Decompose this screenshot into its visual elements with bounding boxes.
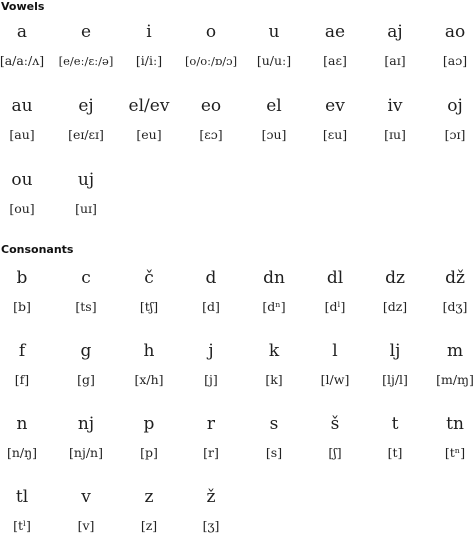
letter: č <box>144 268 154 288</box>
letter: el <box>266 96 282 116</box>
consonant-entry <box>0 414 53 460</box>
consonant-entry <box>364 268 426 314</box>
ipa-transcription: [tⁿ] <box>444 445 466 460</box>
letter: aj <box>387 22 403 42</box>
ipa-transcription: [aɪ] <box>384 53 406 68</box>
letter: uj <box>77 170 95 190</box>
consonant-entry <box>0 268 53 314</box>
ipa-transcription: [z] <box>140 518 158 533</box>
letter: ao <box>444 22 466 42</box>
consonant-entry <box>364 414 426 460</box>
letter: p <box>143 414 155 434</box>
letter: i <box>146 22 152 42</box>
ipa-transcription: [v] <box>77 518 95 533</box>
letter: c <box>81 268 91 288</box>
ipa-transcription: [nj/n] <box>69 445 103 460</box>
ipa-transcription: [dˡ] <box>324 299 346 314</box>
consonant-entry <box>243 414 305 460</box>
ipa-transcription: [d] <box>202 299 220 314</box>
ipa-transcription: [g] <box>77 372 95 387</box>
consonant-entry <box>0 341 53 387</box>
ipa-transcription: [j] <box>204 372 218 387</box>
ipa-transcription: [dz] <box>382 299 408 314</box>
consonants-heading: Consonants <box>1 243 74 256</box>
consonant-entry <box>243 268 305 314</box>
ipa-transcription: [ɪu] <box>384 127 406 142</box>
letter: b <box>16 268 28 288</box>
vowel-entry <box>304 22 366 68</box>
vowel-entry <box>243 96 305 142</box>
ipa-transcription: [x/h] <box>134 372 164 387</box>
vowel-entry <box>180 96 242 142</box>
ipa-transcription: [tʃ] <box>139 299 159 314</box>
letter: ae <box>324 22 346 42</box>
letter: j <box>208 341 214 361</box>
letter: dn <box>263 268 285 288</box>
ipa-transcription: [au] <box>9 127 35 142</box>
letter: k <box>268 341 280 361</box>
vowel-entry <box>304 96 366 142</box>
letter: dz <box>385 268 405 288</box>
letter: tn <box>446 414 464 434</box>
consonant-entry <box>304 414 366 460</box>
consonant-entry <box>180 341 242 387</box>
ipa-transcription: [uɪ] <box>75 201 97 216</box>
vowel-entry <box>0 22 53 68</box>
consonant-entry <box>424 268 474 314</box>
ipa-transcription: [aɛ] <box>323 53 347 68</box>
letter: ej <box>78 96 94 116</box>
letter: el/ev <box>128 96 170 116</box>
letter: u <box>268 22 280 42</box>
letter: nj <box>77 414 95 434</box>
ipa-transcription: [n/ŋ] <box>6 445 38 460</box>
letter: l <box>332 341 338 361</box>
letter: š <box>330 414 340 434</box>
ipa-transcription: [i/iː] <box>135 53 163 68</box>
consonant-entry <box>55 414 117 460</box>
vowel-entry <box>55 96 117 142</box>
letter: a <box>16 22 28 42</box>
consonant-entry <box>243 341 305 387</box>
letter: ž <box>206 487 216 507</box>
consonant-entry <box>424 414 474 460</box>
vowel-entry <box>55 170 117 216</box>
ipa-transcription: [u/uː] <box>256 53 292 68</box>
consonant-entry <box>118 487 180 533</box>
ipa-transcription: [ou] <box>9 201 35 216</box>
letter: dž <box>445 268 465 288</box>
vowels-heading: Vowels <box>1 0 45 13</box>
letter: eo <box>200 96 222 116</box>
ipa-transcription: [eɪ/ɛɪ] <box>68 127 104 142</box>
ipa-transcription: [lj/l] <box>382 372 408 387</box>
letter: g <box>80 341 92 361</box>
letter: tl <box>15 487 29 507</box>
consonant-entry <box>180 487 242 533</box>
vowel-entry <box>424 96 474 142</box>
vowel-entry <box>0 96 53 142</box>
ipa-transcription: [o/oː/ɒ/ɔ] <box>184 54 238 68</box>
consonant-entry <box>180 268 242 314</box>
consonant-entry <box>55 487 117 533</box>
ipa-transcription: [f] <box>14 372 30 387</box>
consonant-entry <box>180 414 242 460</box>
ipa-transcription: [ɛu] <box>322 127 348 142</box>
letter: oj <box>447 96 463 116</box>
vowel-entry <box>364 22 426 68</box>
ipa-transcription: [dʒ] <box>442 299 468 314</box>
vowel-entry <box>0 170 53 216</box>
letter: n <box>16 414 28 434</box>
ipa-transcription: [ɔu] <box>261 127 287 142</box>
consonant-entry <box>118 268 180 314</box>
ipa-transcription: [l/w] <box>320 372 350 387</box>
ipa-transcription: [ʃ] <box>328 445 342 460</box>
letter: s <box>269 414 279 434</box>
vowel-entry <box>424 22 474 68</box>
consonant-entry <box>0 487 53 533</box>
ipa-transcription: [ɛɔ] <box>199 127 223 142</box>
letter: dl <box>326 268 344 288</box>
consonant-entry <box>304 341 366 387</box>
vowel-entry <box>364 96 426 142</box>
letter: f <box>18 341 26 361</box>
consonant-entry <box>118 414 180 460</box>
ipa-transcription: [ʒ] <box>202 518 220 533</box>
ipa-transcription: [tˡ] <box>13 518 31 533</box>
letter: h <box>143 341 155 361</box>
ipa-transcription: [b] <box>13 299 31 314</box>
letter: d <box>205 268 217 288</box>
letter: v <box>81 487 91 507</box>
letter: z <box>144 487 154 507</box>
ipa-transcription: [ɔɪ] <box>444 127 466 142</box>
ipa-transcription: [t] <box>387 445 403 460</box>
vowel-entry <box>55 22 117 68</box>
letter: lj <box>389 341 401 361</box>
vowel-entry <box>118 96 180 142</box>
ipa-transcription: [dⁿ] <box>262 299 286 314</box>
ipa-transcription: [r] <box>203 445 219 460</box>
ipa-transcription: [k] <box>265 372 283 387</box>
consonant-entry <box>118 341 180 387</box>
consonant-entry <box>55 341 117 387</box>
letter: iv <box>387 96 403 116</box>
letter: ev <box>325 96 345 116</box>
ipa-transcription: [p] <box>140 445 158 460</box>
letter: ou <box>11 170 33 190</box>
consonant-entry <box>304 268 366 314</box>
letter: e <box>80 22 92 42</box>
vowel-entry <box>180 22 242 68</box>
ipa-transcription: [a/aː/ʌ] <box>0 53 45 68</box>
letter: r <box>206 414 216 434</box>
letter: au <box>11 96 33 116</box>
ipa-transcription: [m/ɱ] <box>436 372 474 387</box>
ipa-transcription: [e/eː/ɛː/ə] <box>58 54 114 68</box>
letter: t <box>391 414 399 434</box>
ipa-transcription: [s] <box>265 445 283 460</box>
ipa-transcription: [aɔ] <box>442 53 468 68</box>
consonant-entry <box>364 341 426 387</box>
letter: o <box>205 22 217 42</box>
vowel-entry <box>243 22 305 68</box>
letter: m <box>446 341 464 361</box>
ipa-transcription: [ts] <box>75 299 97 314</box>
consonant-entry <box>424 341 474 387</box>
consonant-entry <box>55 268 117 314</box>
vowel-entry <box>118 22 180 68</box>
ipa-transcription: [eu] <box>136 127 162 142</box>
